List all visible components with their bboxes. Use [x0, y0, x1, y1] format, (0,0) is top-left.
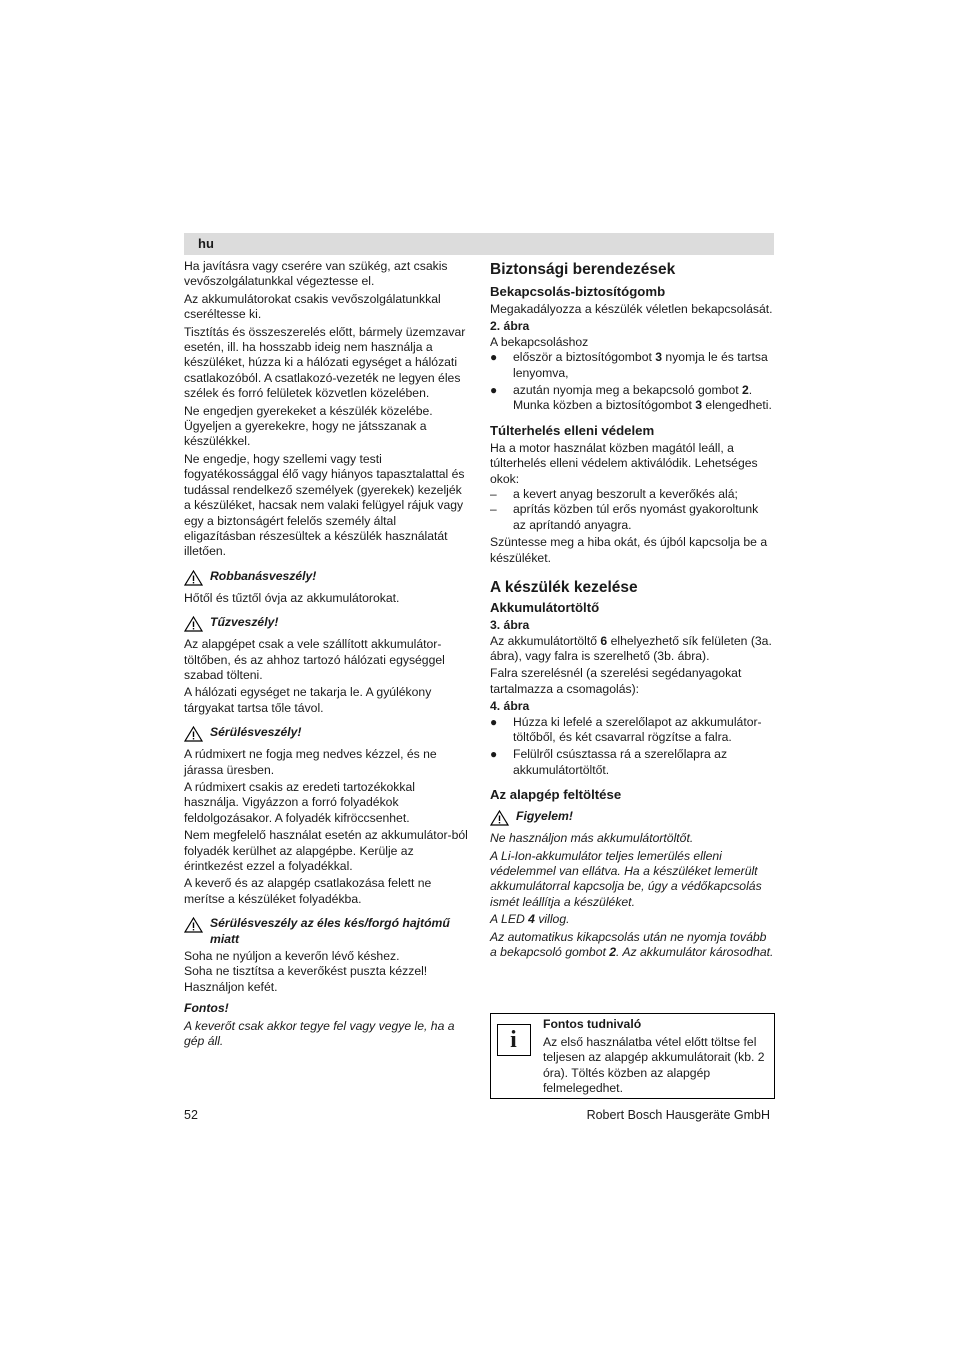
warning-fire: [184, 615, 468, 637]
paragraph: A rúdmixert ne fogja meg nedves kézzel, és ne járassa üresben.: [184, 747, 437, 777]
bullet-icon: ●: [490, 350, 498, 365]
paragraph: Hőtől és tűztől óvja az akkumulátorokat.: [184, 590, 400, 605]
ref-number: 2: [609, 945, 617, 959]
info-text: Az első használatba vétel előtt töltse fel teljesen az alapgép akkumulátorait (kb. 2 óra). Töltés közben az alapgép felmelegedhet.: [543, 1035, 765, 1096]
right-column: [490, 259, 774, 960]
paragraph: A rúdmixert csakis az eredeti tartozékokkal használja. Vigyázzon a forró folyadékok feldolgozásakor. A folyadék kifröccsenhet.: [184, 779, 415, 825]
list-item: [490, 747, 774, 778]
company-name: Robert Bosch Hausgeräte GmbH: [586, 1108, 770, 1122]
paragraph: Soha ne nyúljon a keverőn lévő késhez.: [184, 949, 400, 964]
paragraph: Nem megfelelő használat esetén az akkumulátor-ból folyadék kerülhet az alapgépbe. Kerülje az érintkezést ezzel a folyadékkal.: [184, 828, 468, 873]
list-item: [490, 502, 774, 533]
list-item: [490, 487, 774, 502]
text: Felülről csúsztassa rá a szerelőlapra az akkumulátortöltőt.: [513, 747, 728, 777]
dash-icon: –: [490, 487, 497, 502]
text: A LED: [490, 912, 529, 927]
attention-title: Figyelem!: [516, 809, 573, 824]
warning-title: Sérülésveszély!: [210, 725, 302, 740]
paragraph: Ne engedjen gyerekeket a készülék közelébe. Ügyeljen a gyerekekre, hogy ne játsszanak a készülékkel.: [184, 403, 433, 449]
paragraph: A keverő és az alapgép csatlakozása felett ne merítse a készüléket folyadékba.: [184, 876, 432, 906]
text: . Az akkumulátor károsodhat.: [616, 945, 774, 959]
paragraph: [490, 930, 774, 961]
text: . Munka közben a biztosítógombot: [513, 383, 753, 413]
figure-ref: 2. ábra: [490, 319, 530, 334]
bullet-icon: ●: [490, 714, 498, 729]
sub-heading: Az alapgép feltöltése: [490, 787, 622, 803]
bullet-icon: ●: [490, 383, 498, 398]
warning-triangle-icon: [184, 725, 210, 747]
warning-title: Robbanásveszély!: [210, 568, 317, 583]
list-item: [490, 715, 774, 746]
paragraph: Az alapgépet csak a vele szállított akkumulátor-töltőben, és az ahhoz tartozó hálózati egységgel szabad tölteni.: [184, 637, 445, 682]
paragraph: Soha ne tisztítsa a keverőkést puszta kézzel! Használjon kefét.: [184, 964, 428, 994]
paragraph: Ha javításra vagy cserére van szükég, azt csakis vevőszolgálatunkkal végeztesse el.: [184, 259, 448, 289]
ref-number: 3: [655, 350, 663, 365]
text: elengedheti.: [702, 398, 772, 413]
list-item: [490, 383, 774, 414]
text: Az akkumulátortöltő: [490, 633, 601, 648]
figure-ref: 4. ábra: [490, 699, 530, 714]
bullet-icon: ●: [490, 747, 498, 762]
language-bar: [184, 233, 774, 255]
sub-heading: Bekapcsolás-biztosítógomb: [490, 284, 666, 299]
ref-number: 3: [695, 398, 703, 413]
warning-title: Tűzveszély!: [210, 615, 279, 630]
warning-injury: [184, 725, 468, 747]
warning-triangle-icon: [184, 916, 210, 938]
info-box: [490, 1013, 775, 1099]
paragraph: A Li-Ion-akkumulátor teljes lemerülés elleni védelemmel van ellátva. Ha a készüléket lemerült akkumulátorral kapcsolja be, úgy a védőkapcsolás ismét leállítja a készüléket.: [490, 848, 762, 909]
info-icon-letter: i: [510, 1027, 517, 1053]
warning-blade: [184, 916, 468, 947]
text: Húzza ki lefelé a szerelőlapot az akkumulátor-töltőből, és két csavarral rögzítse a falra.: [513, 714, 762, 744]
ref-number: 4: [528, 912, 535, 927]
text: Az automatikus kikapcsolás után ne nyomja tovább a bekapcsoló gombot: [490, 929, 767, 959]
text: villog.: [534, 912, 570, 927]
left-column: [184, 259, 468, 1049]
paragraph: [490, 912, 774, 927]
paragraph: Az akkumulátorokat csakis vevőszolgálatunkkal cseréltesse ki.: [184, 291, 441, 322]
paragraph: Megakadályozza a készülék véletlen bekapcsolását.: [490, 302, 773, 316]
dash-icon: –: [490, 502, 497, 517]
important-text: A keverőt csak akkor tegye fel vagy vegye le, ha a gép áll.: [184, 1018, 455, 1049]
list-item: [490, 350, 774, 381]
paragraph: Szüntesse meg a hiba okát, és újból kapcsolja be a készüléket.: [490, 535, 768, 565]
text: elhelyezhető sík felületen (3a. ábra), vagy falra is szerelhető (3b. ábra).: [490, 633, 772, 663]
info-title: Fontos tudnivaló: [543, 1017, 642, 1031]
paragraph: Ne használjon más akkumulátortöltőt.: [490, 831, 694, 846]
attention-note: [490, 809, 774, 831]
important-title: Fontos!: [184, 1001, 229, 1016]
paragraph: A hálózati egységet ne takarja le. A gyúlékony tárgyakat tartsa tőle távol.: [184, 685, 432, 715]
paragraph: Falra szerelésnél (a szerelési segédanyagokat tartalmazza a csomagolás):: [490, 666, 742, 696]
warning-triangle-icon: [490, 809, 516, 831]
paragraph: [490, 634, 774, 665]
paragraph: Ne engedje, hogy szellemi vagy testi fogyatékossággal élő vagy hiányos tapasztalattal és tudással rendelkező személyek (gyerekek) kezeljék a készüléket, hacsak nem valaki felügyel rájuk vagy egy a biztonságért felelős személy által eligazításban részesültek a készülék használatát illetően.: [184, 451, 465, 559]
page-number: 52: [184, 1108, 198, 1122]
text: a kevert anyag beszorult a keverőkés alá;: [513, 487, 738, 502]
section-heading: Biztonsági berendezések: [490, 261, 676, 278]
paragraph: Tisztítás és összeszerelés előtt, bármely üzemzavar esetén, ill. ha hosszabb ideig nem használja a készüléket, húzza ki a hálózati egységet a hálózati csatlakozóból. A csatlakozó-vezeték ne legyen éles szélek és forró felületek közvetlen közelében.: [184, 324, 466, 401]
ref-number: 2: [742, 383, 749, 398]
text: először a biztosítógombot: [513, 350, 656, 365]
paragraph: Ha a motor használat közben magától leáll, a túlterhelés elleni védelem aktiválódik. Lehetséges okok:: [490, 440, 758, 486]
language-code: hu: [198, 236, 214, 251]
text: azután nyomja meg a bekapcsoló gombot: [513, 383, 742, 398]
section-heading: A készülék kezelése: [490, 579, 638, 597]
warning-triangle-icon: [184, 569, 210, 591]
warning-title: Sérülésveszély az éles kés/forgó hajtómű miatt: [210, 916, 450, 946]
paragraph: A bekapcsoláshoz: [490, 334, 589, 349]
text: aprítás közben túl erős nyomást gyakoroltunk az aprítandó anyagra.: [513, 502, 759, 532]
sub-heading: Túlterhelés elleni védelem: [490, 422, 655, 438]
warning-explosion: [184, 569, 468, 591]
warning-triangle-icon: [184, 615, 210, 637]
info-icon: [497, 1024, 531, 1056]
figure-ref: 3. ábra: [490, 618, 530, 633]
sub-heading: Akkumulátortöltő: [490, 600, 600, 616]
text: nyomja le és tartsa lenyomva,: [513, 350, 768, 380]
ref-number: 6: [600, 633, 608, 648]
